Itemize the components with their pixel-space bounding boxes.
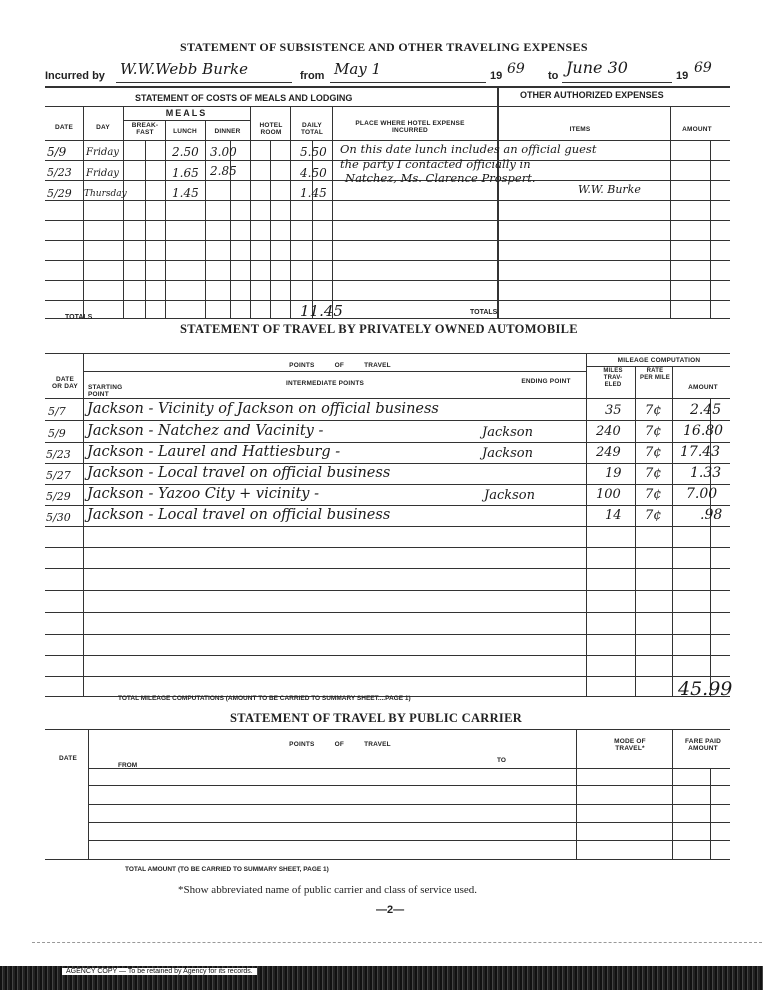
other-expenses-title: OTHER AUTHORIZED EXPENSES bbox=[520, 90, 664, 100]
from-label: from bbox=[300, 70, 325, 82]
public-col-mode: MODE OF TRAVEL* bbox=[614, 738, 646, 752]
auto-row-miles: 14 bbox=[605, 508, 622, 523]
incurred-by-label: Incurred by bbox=[45, 70, 105, 82]
auto-col-date: DATE OR DAY bbox=[52, 376, 78, 390]
meal-day: Thursday bbox=[84, 189, 127, 199]
meals-totals-value: 11.45 bbox=[300, 302, 343, 320]
auto-col-inter: INTERMEDIATE POINTS bbox=[285, 380, 365, 387]
auto-row-date: 5/30 bbox=[46, 511, 71, 524]
meal-dinner: 3.00 bbox=[210, 145, 237, 159]
col-date: DATE bbox=[54, 124, 73, 131]
auto-row-amount: 16.80 bbox=[683, 423, 724, 439]
auto-col-miles: MILES TRAV-ELED bbox=[603, 368, 623, 388]
auto-total-value: 45.99 bbox=[678, 678, 733, 700]
auto-row-miles: 100 bbox=[596, 487, 621, 502]
to-year: 69 bbox=[694, 60, 712, 76]
footer-note: *Show abbreviated name of public carrier and class of service used. bbox=[178, 884, 478, 896]
meal-date: 5/29 bbox=[47, 187, 72, 200]
from-year-prefix: 19 bbox=[490, 70, 503, 82]
note-line-3: Natchez, Ms. Clarence Prospert. bbox=[345, 171, 536, 185]
auto-row-travel: Jackson - Vicinity of Jackson on official business bbox=[87, 401, 439, 417]
meal-date: 5/9 bbox=[47, 145, 67, 159]
public-col-date: DATE bbox=[58, 755, 77, 762]
auto-row-rate: 7¢ bbox=[645, 508, 662, 523]
auto-row-rate: 7¢ bbox=[645, 424, 662, 439]
note-line-2: the party I contacted officially in bbox=[340, 157, 531, 171]
auto-section-title: STATEMENT OF TRAVEL BY PRIVATELY OWNED AUTOMOBILE bbox=[180, 322, 578, 336]
col-amount: AMOUNT bbox=[682, 126, 712, 133]
meals-totals-label-2: TOTALS bbox=[470, 309, 498, 316]
page-number: —2— bbox=[376, 904, 405, 916]
meal-lunch: 1.45 bbox=[172, 186, 199, 200]
meal-day: Friday bbox=[86, 147, 119, 158]
col-daily: DAILY TOTAL bbox=[300, 122, 324, 136]
auto-row-miles: 240 bbox=[596, 424, 621, 439]
col-items: ITEMS bbox=[569, 126, 591, 133]
auto-row-miles: 19 bbox=[605, 466, 622, 481]
auto-row-travel: Jackson - Natchez and Vacinity - bbox=[87, 423, 324, 439]
auto-row-travel: Jackson - Laurel and Hattiesburg - bbox=[87, 444, 341, 460]
col-lunch: LUNCH bbox=[173, 128, 197, 135]
to-year-prefix: 19 bbox=[676, 70, 689, 82]
auto-col-mileage: MILEAGE COMPUTATION bbox=[617, 357, 701, 364]
auto-col-start: STARTING POINT bbox=[88, 384, 123, 398]
auto-row-amount: .98 bbox=[700, 507, 723, 523]
from-year: 69 bbox=[507, 61, 525, 77]
auto-row-rate: 7¢ bbox=[645, 466, 662, 481]
incurred-by-value: W.W.Webb Burke bbox=[120, 60, 248, 78]
col-place: PLACE WHERE HOTEL EXPENSE INCURRED bbox=[355, 120, 465, 134]
auto-row-rate: 7¢ bbox=[645, 487, 662, 502]
meal-dinner: 2.85 bbox=[210, 164, 237, 178]
col-hotel: HOTEL ROOM bbox=[259, 122, 283, 136]
meals-label: MEALS bbox=[165, 108, 208, 118]
form-title: STATEMENT OF SUBSISTENCE AND OTHER TRAVELING EXPENSES bbox=[180, 40, 588, 54]
auto-row-end: Jackson bbox=[482, 425, 533, 440]
auto-row-end: Jackson bbox=[482, 446, 533, 461]
auto-row-date: 5/27 bbox=[46, 469, 71, 482]
auto-row-date: 5/9 bbox=[48, 427, 66, 440]
public-total-label: TOTAL AMOUNT (TO BE CARRIED TO SUMMARY SHEET, PAGE 1) bbox=[125, 866, 329, 873]
auto-row-travel: Jackson - Local travel on official business bbox=[87, 465, 391, 481]
auto-row-travel: Jackson - Yazoo City + vicinity - bbox=[87, 486, 319, 502]
col-dinner: DINNER bbox=[214, 128, 241, 135]
col-breakfast: BREAK-FAST bbox=[131, 122, 159, 136]
meal-day: Friday bbox=[86, 168, 119, 179]
auto-row-end: Jackson bbox=[484, 488, 535, 503]
auto-row-miles: 35 bbox=[605, 403, 622, 418]
meal-daily: 1.45 bbox=[300, 186, 327, 200]
to-label: to bbox=[548, 70, 559, 82]
auto-col-points: POINTS OF TRAVEL bbox=[289, 362, 391, 369]
note-signature: W.W. Burke bbox=[578, 183, 641, 196]
auto-col-end: ENDING POINT bbox=[521, 378, 571, 385]
meal-daily: 4.50 bbox=[300, 166, 327, 180]
note-line-1: On this date lunch includes an official guest bbox=[340, 142, 597, 156]
auto-row-amount: 1.33 bbox=[690, 465, 722, 481]
auto-row-amount: 17.43 bbox=[680, 444, 721, 460]
auto-col-rate: RATE PER MILE bbox=[640, 368, 670, 381]
public-to-label: TO bbox=[497, 757, 506, 764]
from-value: May 1 bbox=[334, 60, 382, 78]
auto-row-amount: 2.45 bbox=[690, 402, 722, 418]
meal-lunch: 1.65 bbox=[172, 166, 199, 180]
auto-col-amount: AMOUNT bbox=[688, 384, 718, 391]
auto-total-label: TOTAL MILEAGE COMPUTATIONS (AMOUNT TO BE CARRIED TO SUMMARY SHEET....PAGE 1) bbox=[118, 695, 411, 702]
auto-row-date: 5/7 bbox=[48, 405, 66, 418]
meal-lunch: 2.50 bbox=[172, 145, 199, 159]
auto-row-travel: Jackson - Local travel on official business bbox=[87, 507, 391, 523]
public-col-points: POINTS OF TRAVEL bbox=[289, 741, 391, 748]
agency-copy-label: AGENCY COPY — To be retained by Agency for its records. bbox=[62, 968, 257, 975]
to-value: June 30 bbox=[566, 58, 628, 77]
col-day: DAY bbox=[96, 124, 110, 131]
public-col-fare: FARE PAID AMOUNT bbox=[685, 738, 721, 752]
meals-section-title: STATEMENT OF COSTS OF MEALS AND LODGING bbox=[135, 93, 353, 103]
public-section-title: STATEMENT OF TRAVEL BY PUBLIC CARRIER bbox=[230, 711, 523, 725]
auto-row-date: 5/29 bbox=[46, 490, 71, 503]
auto-row-miles: 249 bbox=[596, 445, 621, 460]
auto-row-rate: 7¢ bbox=[645, 403, 662, 418]
meal-date: 5/23 bbox=[47, 166, 72, 179]
meal-daily: 5.50 bbox=[300, 145, 327, 159]
meals-totals-label: TOTALS bbox=[65, 314, 93, 321]
public-from-label: FROM bbox=[118, 762, 138, 769]
auto-row-rate: 7¢ bbox=[645, 445, 662, 460]
auto-row-amount: 7.00 bbox=[686, 486, 718, 502]
auto-row-date: 5/23 bbox=[46, 448, 71, 461]
